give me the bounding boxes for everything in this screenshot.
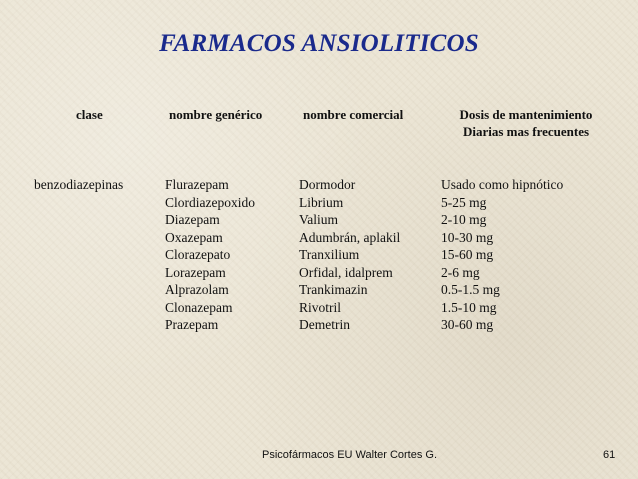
generico-cell: Clonazepam xyxy=(165,299,233,315)
slide-title: FARMACOS ANSIOLITICOS xyxy=(159,30,479,57)
generico-cell: Prazepam xyxy=(165,317,219,332)
header-dosis-line1: Dosis de mantenimiento xyxy=(459,107,593,122)
comercial-cell: Dormodor xyxy=(299,177,356,192)
dosis-cell: 10-30 mg xyxy=(441,229,494,245)
comercial-cell: Librium xyxy=(299,194,344,210)
header-nombre-comercial: nombre comercial xyxy=(303,107,404,122)
clase-cell: benzodiazepinas xyxy=(34,177,124,192)
header-dosis xyxy=(432,106,620,140)
column-nombre-comercial xyxy=(299,176,400,334)
header-clase: clase xyxy=(76,107,103,122)
page-number: 61 xyxy=(603,449,616,461)
generico-cell: Diazepam xyxy=(165,212,220,227)
column-dosis xyxy=(441,176,563,334)
generico-cell: Clordiazepoxido xyxy=(165,194,255,210)
generico-cell: Alprazolam xyxy=(165,282,229,297)
header-dosis-line2: Diarias mas frecuentes xyxy=(462,124,590,139)
comercial-cell: Adumbrán, aplakil xyxy=(299,229,401,245)
comercial-cell: Orfidal, idalprem xyxy=(299,264,393,280)
dosis-cell: 5-25 mg xyxy=(441,194,487,210)
dosis-cell: 2-6 mg xyxy=(441,264,480,280)
dosis-cell: 30-60 mg xyxy=(441,317,494,332)
dosis-cell: 0.5-1.5 mg xyxy=(441,282,500,297)
generico-cell: Oxazepam xyxy=(165,229,223,245)
dosis-cell: Usado como hipnótico xyxy=(441,177,564,192)
dosis-cell: 1.5-10 mg xyxy=(441,299,497,315)
generico-cell: Clorazepato xyxy=(165,247,231,262)
footer-text: Psicofármacos EU Walter Cortes G. xyxy=(262,449,438,461)
column-clase xyxy=(34,176,123,194)
comercial-cell: Rivotril xyxy=(299,299,342,315)
column-nombre-generico xyxy=(165,176,255,334)
generico-cell: Flurazepam xyxy=(165,177,229,192)
comercial-cell: Trankimazin xyxy=(299,282,368,297)
header-nombre-generico: nombre genérico xyxy=(169,107,263,122)
comercial-cell: Demetrin xyxy=(299,317,350,332)
dosis-cell: 15-60 mg xyxy=(441,247,494,262)
generico-cell: Lorazepam xyxy=(165,264,226,280)
comercial-cell: Tranxilium xyxy=(299,247,360,262)
dosis-cell: 2-10 mg xyxy=(441,212,487,227)
comercial-cell: Valium xyxy=(299,212,338,227)
